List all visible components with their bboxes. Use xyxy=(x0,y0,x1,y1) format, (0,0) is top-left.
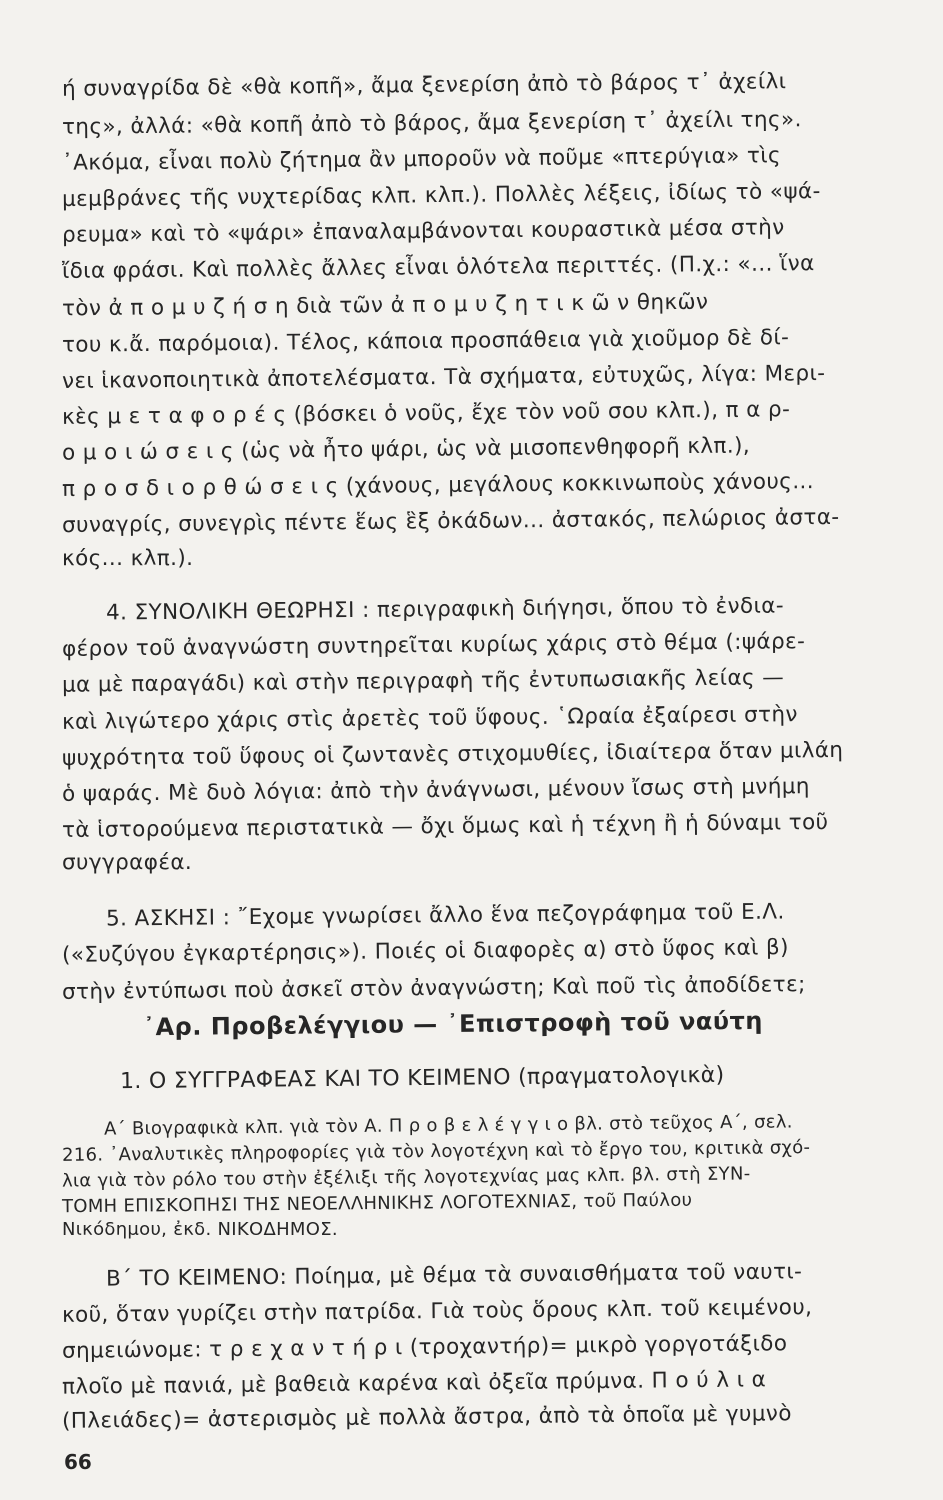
section-4-heading-line: 4. ΣΥΝΟΛΙΚΗ ΘΕΩΡΗΣΙ : περιγραφικὴ διήγησι, ὅπου τὸ ἐνδια- xyxy=(105,593,785,626)
text-line: ο μ ο ι ώ σ ε ι ς (ὡς νὰ ἦτο ψάρι, ὡς νὰ μισοπενθηφορῆ κλπ.), xyxy=(61,433,751,466)
text-line: λια γιὰ τὸν ρόλο του στὴν ἐξέλιξι τῆς λογοτεχνίας μας κλπ. βλ. στὴ ΣΥΝ- xyxy=(61,1163,751,1192)
text-line: ἴδια φράσι. Καὶ πολλὲς ἄλλες εἶναι ὁλότελα περιττές. (Π.χ.: «... ἵνα xyxy=(61,251,815,284)
text-line: καὶ λιγώτερο χάρις στὶς ἀρετὲς τοῦ ὕφους. ῾Ωραία ἐξαίρεσι στὴν xyxy=(61,702,798,735)
chapter-title: ᾿Αρ. Προβελέγγιου — ᾿Επιστροφὴ τοῦ ναύτη xyxy=(142,1006,764,1042)
text-line: πλοῖο μὲ πανιά, μὲ βαθειὰ καρένα καὶ ὀξεῖα πρύμνα. Π ο ύ λ ι α xyxy=(61,1367,767,1400)
subsection-heading: 1. Ο ΣΥΓΓΡΑΦΕΑΣ ΚΑΙ ΤΟ ΚΕΙΜΕΝΟ (πραγματολογικὰ) xyxy=(119,1062,725,1095)
text-line: κοῦ, ὅταν γυρίζει στὴν πατρίδα. Γιὰ τοὺς ὅρους κλπ. τοῦ κειμένου, xyxy=(61,1295,813,1328)
text-line: 216. ᾿Αναλυτικὲς πληροφορίες γιὰ τὸν λογοτέχνη καὶ τὸ ἔργο του, κριτικὰ σχό- xyxy=(61,1137,811,1166)
text-line: σημειώνομε: τ ρ ε χ α ν τ ή ρ ι (τροχαντήρ)= μικρὸ γοργοτάξιδο xyxy=(61,1331,788,1364)
section-5-heading-line: 5. ΑΣΚΗΣΙ : ῎Εχομε γνωρίσει ἄλλο ἕνα πεζογράφημα τοῦ Ε.Λ. xyxy=(105,899,785,932)
text-line: ή συναγρίδα δὲ «θὰ κοπῆ», ἄμα ξενερίση ἀπὸ τὸ βάρος τ᾿ ἀχείλι xyxy=(61,69,787,102)
text-line: (Πλειάδες)= ἀστερισμὸς μὲ πολλὰ ἄστρα, ἀπὸ τὰ ὁποῖα μὲ γυμνὸ xyxy=(61,1401,792,1434)
text-line: Β΄ ΤΟ ΚΕΙΜΕΝΟ: Ποίημα, μὲ θέμα τὰ συναισθήματα τοῦ ναυτι- xyxy=(105,1259,803,1292)
text-line: συναγρίς, συνεγρὶς πέντε ἕως ἓξ ὀκάδων... ἀστακός, πελώριος ἀστα- xyxy=(61,504,840,539)
text-line: Νικόδημου, ἐκδ. ΝΙΚΟΔΗΜΟΣ. xyxy=(62,1219,338,1240)
text-line: στὴν ἐντύπωσι ποὺ ἀσκεῖ στὸν ἀναγνώστη; Καὶ ποῦ τὶς ἀποδίδετε; xyxy=(61,972,806,1005)
text-line: Α΄ Βιογραφικὰ κλπ. γιὰ τὸν Α. Π ρ ο β ε λ έ γ γ ι ο βλ. στὸ τεῦχος Α΄, σελ. xyxy=(103,1111,793,1140)
text-line: τὰ ἱστορούμενα περιστατικὰ — ὄχι ὅμως καὶ ἡ τέχνη ἢ ἡ δύναμι τοῦ xyxy=(61,809,829,844)
text-line: τὸν ἀ π ο μ υ ζ ή σ η διὰ τῶν ἀ π ο μ υ ζ η τ ι κ ῶ ν θηκῶν xyxy=(61,289,709,322)
text-line: νει ἱκανοποιητικὰ ἀποτελέσματα. Τὰ σχήματα, εὐτυχῶς, λίγα: Μερι- xyxy=(61,361,826,394)
text-line: της», ἀλλά: «θὰ κοπῆ ἀπὸ τὸ βάρος, ἄμα ξενερίση τ᾿ ἀχείλι της». xyxy=(61,107,802,140)
text-line: κὲς μ ε τ α φ ο ρ έ ς (βόσκει ὁ νοῦς, ἔχε τὸν νοῦ σου κλπ.), π α ρ- xyxy=(61,397,791,430)
text-line: ᾿Ακόμα, εἶναι πολὺ ζήτημα ἂν μποροῦν νὰ ποῦμε «πτερύγια» τὶς xyxy=(61,143,782,176)
text-line: ψυχρότητα τοῦ ὕφους οἱ ζωντανὲς στιχομυθίες, ἰδιαίτερα ὅταν μιλάη xyxy=(61,737,844,772)
text-line: του κ.ἄ. παρόμοια). Τέλος, κάποια προσπάθεια γιὰ χιοῦμορ δὲ δί- xyxy=(61,325,790,358)
text-line: ὁ ψαράς. Μὲ δυὸ λόγια: ἀπὸ τὴν ἀνάγνωσι, μένουν ἴσως στὴ μνήμη xyxy=(61,774,811,807)
text-line: μα μὲ παραγάδι) καὶ στὴν περιγραφὴ τῆς ἐντυπωσιακῆς λείας — xyxy=(61,665,785,698)
text-line: μεμβράνες τῆς νυχτερίδας κλπ. κλπ.). Πολλὲς λέξεις, ἰδίως τὸ «ψά- xyxy=(61,179,821,212)
page-number: 66 xyxy=(64,1450,92,1474)
text-line: ΤΟΜΗ ΕΠΙΣΚΟΠΗΣΙ ΤΗΣ ΝΕΟΕΛΛΗΝΙΚΗΣ ΛΟΓΟΤΕΧΝΙΑΣ, τοῦ Παύλου xyxy=(61,1189,693,1218)
text-line: ρευμα» καὶ τὸ «ψάρι» ἐπαναλαμβάνονται κουραστικὰ μέσα στὴν xyxy=(61,215,785,248)
text-line: π ρ ο σ δ ι ο ρ θ ώ σ ε ι ς (χάνους, μεγάλους κοκκινωποὺς χάνους... xyxy=(61,469,815,502)
text-line: κός... κλπ.). xyxy=(62,546,194,571)
text-line: («Συζύγου ἐγκαρτέρησις»). Ποιές οἱ διαφορὲς α) στὸ ὕφος καὶ β) xyxy=(61,935,790,968)
text-line: συγγραφέα. xyxy=(62,850,193,875)
text-line: φέρον τοῦ ἀναγνώστη συντηρεῖται κυρίως χάρις στὸ θέμα (:ψάρε- xyxy=(61,629,806,662)
